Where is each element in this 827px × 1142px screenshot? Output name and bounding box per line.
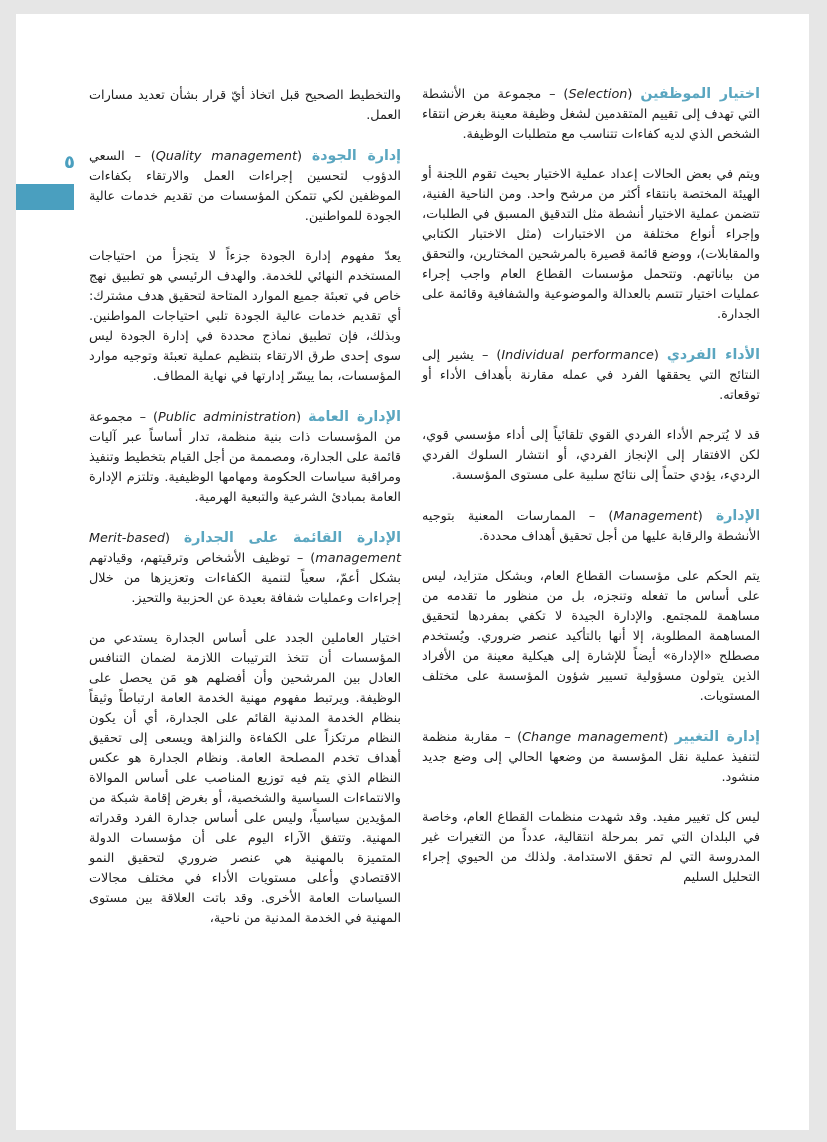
entry-text: السعي الدؤوب لتحسين إجراءات العمل والارتقاء بكفاءات الموظفين لكي تتمكن المؤسسات من تقديم خدمات عالية الجودة للمواطنين. xyxy=(89,149,401,224)
term-heading: إدارة التغيير xyxy=(674,729,760,745)
entry-quality-management: إدارة الجودة (Quality management) – السعي الدؤوب لتحسين إجراءات العمل والارتقاء بكفاءات الموظفين لكي تتمكن المؤسسات من تقديم خدمات عالية الجودة للمواطنين. xyxy=(89,148,402,224)
paragraph: ويتم في بعض الحالات إعداد عملية الاختيار بحيث تقوم اللجنة أو الهيئة المختصة بانتقاء أكثر من مرشح واحد. ومن الناحية الفنية، تتضمن عملية الاختيار أنشطة مثل التدقيق المسبق في الطلبات، وإجراء أنواع مختلفة من الاختبارات (مثل الاختبار الكتابي والمقابلات)، ووضع قائمة قصيرة بالمرشحين المختارين، والتحقق من بياناتهم. وتتحمل مؤسسات القطاع العام واجب إجراء عمليات اختيار تتسم بالعدالة والموضوعية والشفافية وقائمة على الجدارة. xyxy=(422,167,760,322)
term-english: Merit-based management xyxy=(89,531,401,566)
paragraph: قد لا يُترجم الأداء الفردي القوي تلقائياً إلى أداء مؤسسي قوي، لكن الافتقار إلى الإنجاز الفردي، أو انتشار السلوك الفردي الرديء، يؤدي حتماً إلى نتائج سلبية على مستوى المؤسسة. xyxy=(422,428,760,483)
paragraph: والتخطيط الصحيح قبل اتخاذ أيّ قرار بشأن تعديد مسارات العمل. xyxy=(89,88,401,123)
entry-individual-performance: الأداء الفردي (Individual performance) – يشير إلى النتائج التي يحققها الفرد في عمله مقارنة بأهداف الأداء أو توقعاته. xyxy=(422,347,761,403)
page-number: ٥ xyxy=(64,152,75,173)
term-english: Change management xyxy=(522,730,664,745)
term-english: Public administration xyxy=(158,410,297,425)
entry-text: توظيف الأشخاص وترقيتهم، وقيادتهم بشكل أعمّ، سعياً لتنمية الكفاءات وتعزيزها من خلال إجراءات وعمليات شفافة بعيدة عن الحزبية والتحيز. xyxy=(89,551,401,606)
paragraph: يتم الحكم على مؤسسات القطاع العام، وبشكل متزايد، ليس على أساس ما تفعله وتنجزه، بل من منظور ما تقدمه من مساهمة للمجتمع. والإدارة الجيدة لا تكفي بمفردها لتحقيق المساهمة المطلوبة، إلا أنها بالتأكيد عنصر ضروري. ويُستخدم مصطلح «الإدارة» أيضاً للإشارة إلى هيكلية معينة من الأفراد الذين يتولون مسؤولية تسيير شؤون المؤسسة على مختلف المستويات. xyxy=(422,569,760,704)
term-heading: الأداء الفردي xyxy=(666,347,761,363)
term-heading: إدارة الجودة xyxy=(311,148,402,164)
paragraph: ليس كل تغيير مفيد. وقد شهدت منظمات القطاع العام، وخاصة في البلدان التي تمر بمرحلة انتقالية، عدداً من التغيرات غير المدروسة التي لم تحقق الاستدامة. ولذلك من الحيوي إجراء التحليل السليم xyxy=(422,810,760,885)
paragraph: اختيار العاملين الجدد على أساس الجدارة يستدعي من المؤسسات أن تتخذ الترتيبات اللازمة لضمان التنافس العادل بين المرشحين وأن أفضلهم هو مَن يحصل على الوظيفة. ويرتبط مفهوم مهنية الخدمة العامة ارتباطاً وثيقاً بنظام الخدمة المدنية القائم على الجدارة، أي أن يكون النظام مرتكزاً على الكفاءة والنزاهة ويسعى إلى تحقيق أهداف تخدم المصلحة العامة. ونظام الجدارة هو عكس النظام الذي يتم فيه توزيع المناصب على أساس الموالاة والانتماءات السياسية والشخصية، أو بغرض إقامة شبكة من المؤيدين سياسياً، وليس على أساس جدارة الفرد وقدراته المهنية. وتتفق الآراء اليوم على أن مؤسسات الدولة المتميزة بالمهنية هي عنصر ضروري لتحقيق النمو الاقتصادي وأعلى مستويات الأداء في مختلف مجالات السياسات العامة الأخرى. وقد باتت العلاقة بين مستوى المهنية في الخدمة المدنية من ناحية، xyxy=(89,631,401,926)
term-heading: الإدارة xyxy=(715,508,760,524)
term-english: Individual performance xyxy=(501,348,654,363)
term-english: Management xyxy=(613,509,698,524)
entry-text: مجموعة من المؤسسات ذات بنية منظمة، تدار أساساً عبر آليات قائمة على الجدارة، ومصممة من أجل القيام بتخطيط وتنفيذ ومراقبة سياسات الحكومة ومهامها الوظيفية. وتلتزم الإدارة العامة بمبادئ الشرعية والتبعية الهرمية. xyxy=(89,410,401,505)
entry-selection: اختيار الموظفين (Selection) – مجموعة من الأنشطة التي تهدف إلى تقييم المتقدمين لشغل وظيفة معينة بغرض انتقاء الشخص الذي لديه كفاءات تتناسب مع متطلبات الوظيفة. xyxy=(422,86,761,142)
term-heading: الإدارة القائمة على الجدارة xyxy=(183,530,401,546)
page-tab-marker xyxy=(16,184,74,210)
entry-management: الإدارة (Management) – الممارسات المعنية بتوجيه الأنشطة والرقابة عليها من أجل تحقيق أهداف محددة. xyxy=(422,508,760,544)
term-heading: الإدارة العامة xyxy=(308,409,401,425)
entry-public-administration: الإدارة العامة (Public administration) – مجموعة من المؤسسات ذات بنية منظمة، تدار أساساً عبر آليات قائمة على الجدارة، ومصممة من أجل القيام بتخطيط وتنفيذ ومراقبة سياسات الحكومة ومهامها الوظيفية. وتلتزم الإدارة العامة بمبادئ الشرعية والتبعية الهرمية. xyxy=(89,409,401,505)
entry-text: مجموعة من الأنشطة التي تهدف إلى تقييم المتقدمين لشغل وظيفة معينة بغرض انتقاء الشخص الذي لديه كفاءات تتناسب مع متطلبات الوظيفة. xyxy=(422,87,760,142)
entry-merit-based-management: الإدارة القائمة على الجدارة (Merit-based management) – توظيف الأشخاص وترقيتهم، وقيادتهم بشكل أعمّ، سعياً لتنمية الكفاءات وتعزيزها من خلال إجراءات وعمليات شفافة بعيدة عن الحزبية والتحيز. xyxy=(89,530,401,606)
term-english: Selection xyxy=(568,87,628,102)
entry-text: مقاربة منظمة لتنفيذ عملية نقل المؤسسة من وضعها الحالي إلى وضع جديد منشود. xyxy=(422,730,760,785)
entry-text: يشير إلى النتائج التي يحققها الفرد في عمله مقارنة بأهداف الأداء أو توقعاته. xyxy=(422,348,760,403)
left-column xyxy=(89,86,401,949)
entry-text: الممارسات المعنية بتوجيه الأنشطة والرقابة عليها من أجل تحقيق أهداف محددة. xyxy=(422,509,760,544)
term-heading: اختيار الموظفين xyxy=(640,86,761,102)
document-page xyxy=(16,14,809,1130)
term-english: Quality management xyxy=(155,149,297,164)
right-column xyxy=(422,84,760,908)
entry-change-management: إدارة التغيير (Change management) – مقاربة منظمة لتنفيذ عملية نقل المؤسسة من وضعها الحالي إلى وضع جديد منشود. xyxy=(422,729,760,785)
paragraph: يعدّ مفهوم إدارة الجودة جزءاً لا يتجزأ من احتياجات المستخدم النهائي للخدمة. والهدف الرئيسي هو تطبيق نهج خاص في تعبئة جميع الموارد المتاحة لتحقيق هدف مشترك: أي تقديم خدمات عالية الجودة تلبي احتياجات المواطنين. وبذلك، فإن تطبيق نماذج محددة في إدارة الجودة ليس سوى إحدى طرق الارتقاء بتنظيم عملية تعبئة وتوجيه موارد المؤسسات، بما ييسّر إدارتها في نهاية المطاف. xyxy=(89,249,401,384)
